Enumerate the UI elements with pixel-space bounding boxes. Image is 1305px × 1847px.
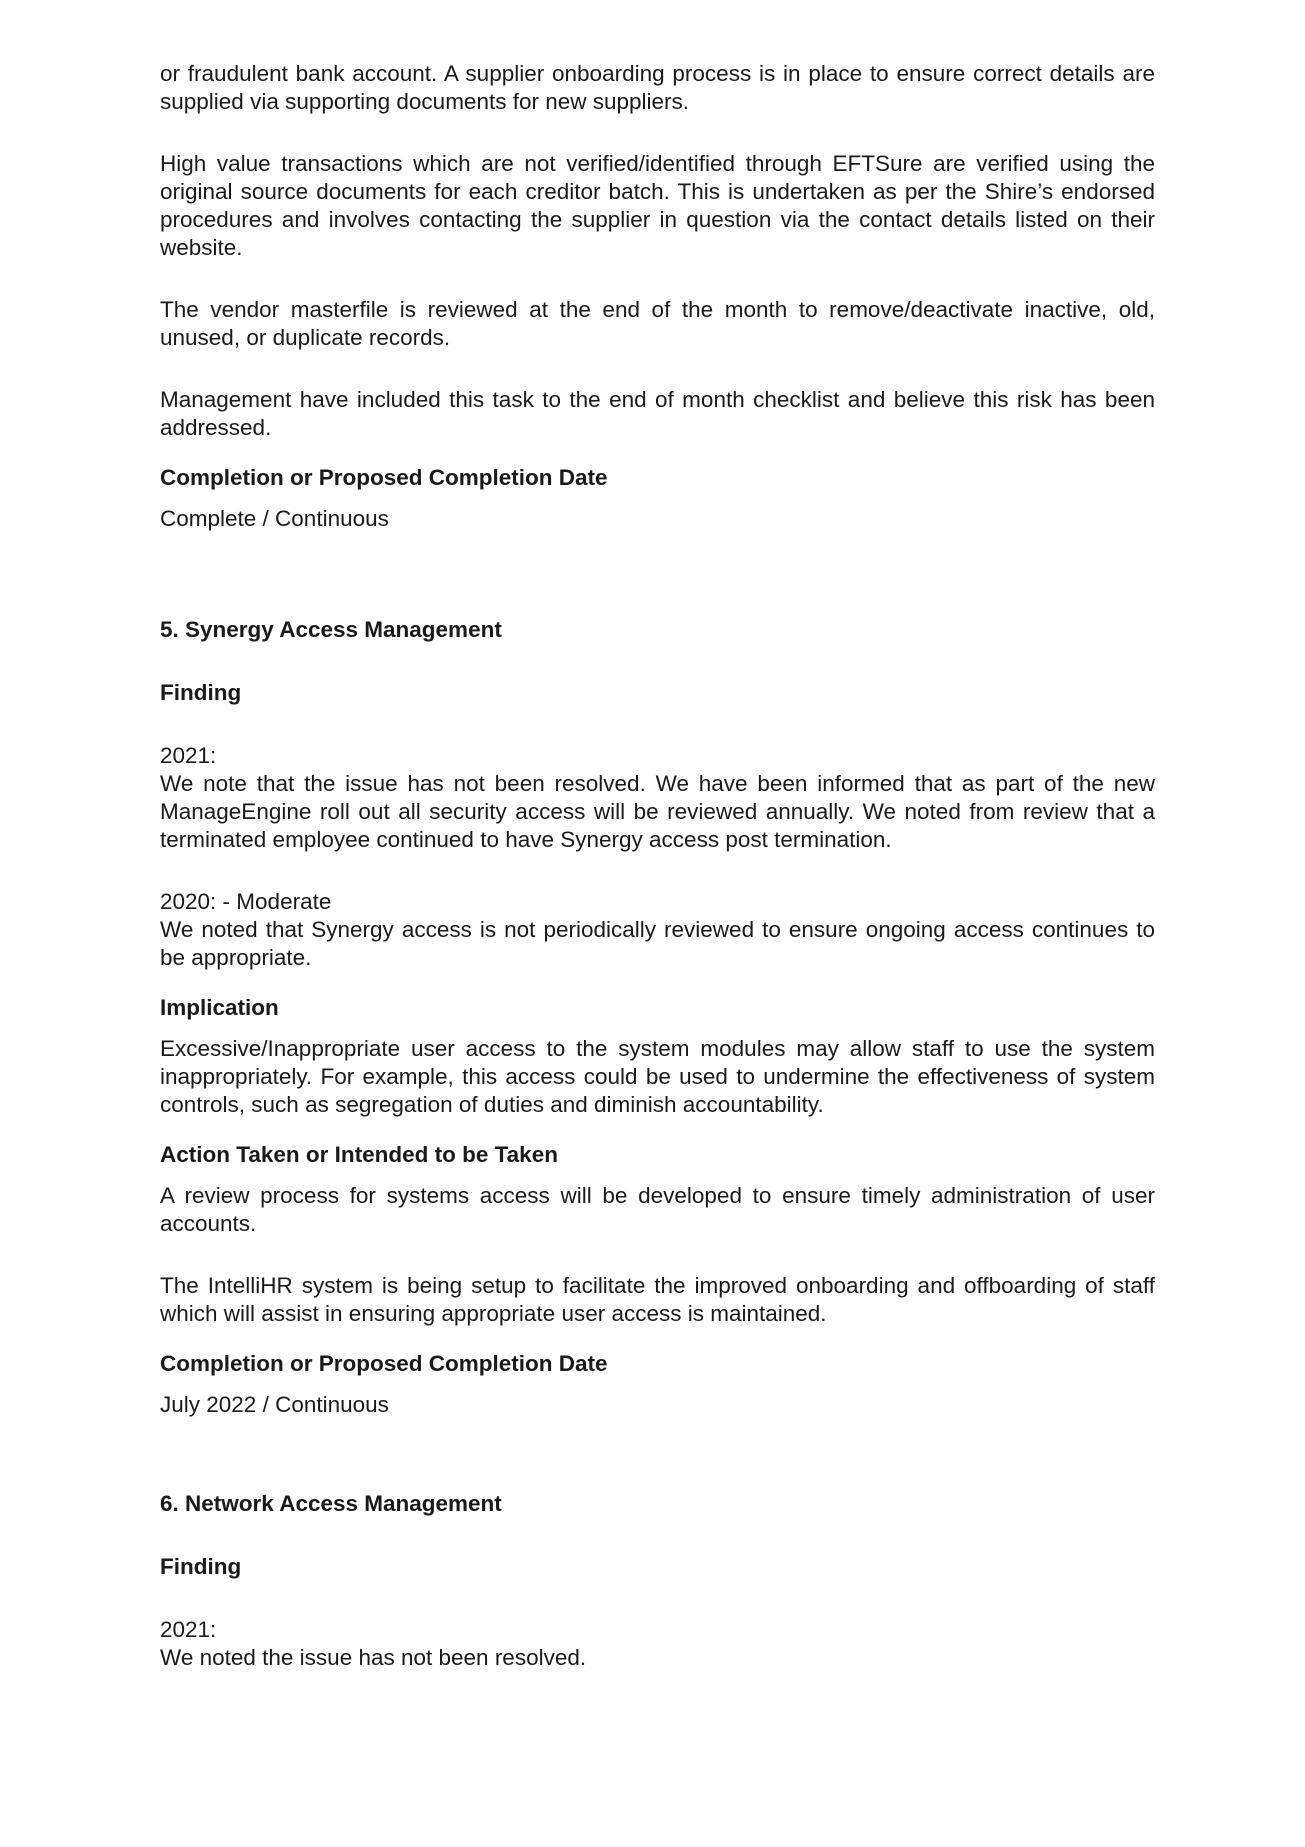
section-6-2021-label: 2021: bbox=[160, 1617, 217, 1642]
section-6-title: 6. Network Access Management bbox=[160, 1491, 502, 1516]
section-5-completion-value: July 2022 / Continuous bbox=[160, 1392, 389, 1417]
section-5-implication-heading: Implication bbox=[160, 995, 279, 1020]
intro-paragraph-3: The vendor masterfile is reviewed at the end of the month to remove/deactivate inactive, old, unused, or duplicate records. bbox=[160, 297, 1155, 350]
intro-paragraph-1: or fraudulent bank account. A supplier onboarding process is in place to ensure correct details are supplied via supporting documents for new suppliers. bbox=[160, 61, 1155, 114]
section-5-2020-label: 2020: - Moderate bbox=[160, 889, 332, 914]
intro-paragraph-4: Management have included this task to the end of month checklist and believe this risk has been addressed. bbox=[160, 387, 1155, 440]
section-5-action-text-1: A review process for systems access will be developed to ensure timely administration of user accounts. bbox=[160, 1183, 1155, 1236]
section-5-implication-text: Excessive/Inappropriate user access to the system modules may allow staff to use the system inappropriately. For example, this access could be used to undermine the effectiveness of system controls, such as segregation of duties and diminish accountability. bbox=[160, 1036, 1155, 1117]
section-5-finding-heading: Finding bbox=[160, 680, 242, 705]
section-6-finding-heading: Finding bbox=[160, 1554, 242, 1579]
section-5-title: 5. Synergy Access Management bbox=[160, 617, 502, 642]
section-5-action-heading: Action Taken or Intended to be Taken bbox=[160, 1142, 558, 1167]
section-5-2020-text: We noted that Synergy access is not periodically reviewed to ensure ongoing access continues to be appropriate. bbox=[160, 917, 1155, 970]
section-6-2021-text: We noted the issue has not been resolved. bbox=[160, 1645, 587, 1670]
section-5-action-text-2: The IntelliHR system is being setup to facilitate the improved onboarding and offboarding of staff which will assist in ensuring appropriate user access is maintained. bbox=[160, 1273, 1155, 1326]
section-5-2021-label: 2021: bbox=[160, 743, 217, 768]
section-5-completion-heading: Completion or Proposed Completion Date bbox=[160, 1351, 608, 1376]
section-5-2021-text: We note that the issue has not been resolved. We have been informed that as part of the new ManageEngine roll out all security access will be reviewed annually. We noted from review that a terminated employee continued to have Synergy access post termination. bbox=[160, 771, 1155, 852]
intro-paragraph-2: High value transactions which are not verified/identified through EFTSure are verified using the original source documents for each creditor batch. This is undertaken as per the Shire’s endorsed procedures and involves contacting the supplier in question via the contact details listed on their website. bbox=[160, 151, 1155, 260]
document-page bbox=[160, 60, 1155, 1672]
completion-heading: Completion or Proposed Completion Date bbox=[160, 465, 608, 490]
completion-value: Complete / Continuous bbox=[160, 506, 389, 531]
